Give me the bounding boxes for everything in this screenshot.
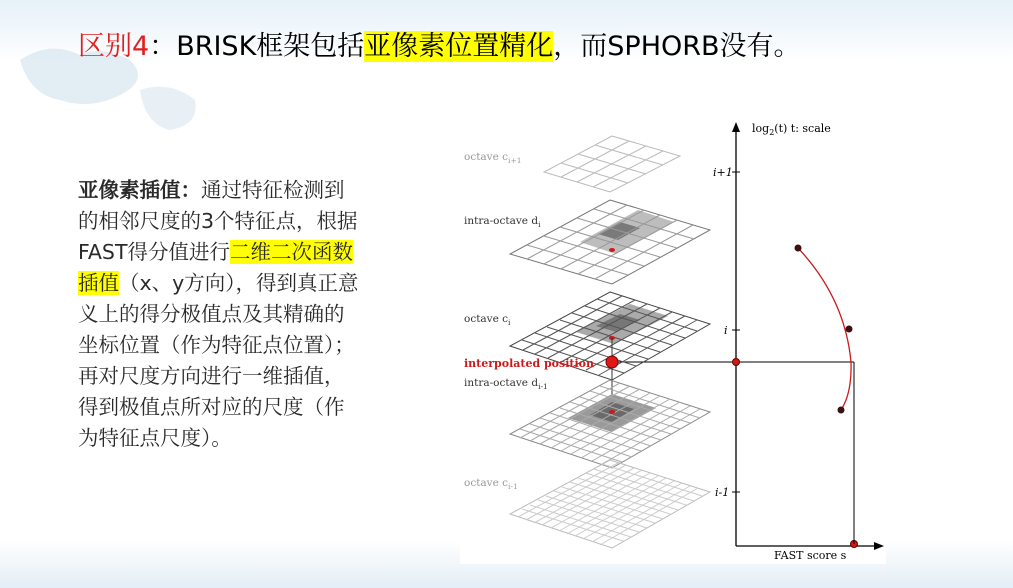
title-highlight: 亚像素位置精化 (364, 31, 554, 62)
curve-point-middle (846, 326, 853, 333)
body-text-2: （x、y方向），得到真正意义上的得分极值点及其精确的坐标位置（作为特征点位置）；再对尺度方向进行一维插值，得到极值点所对应的尺度（作为特征点尺度）。 (78, 271, 359, 450)
brisk-scale-space-figure (460, 118, 886, 564)
body-term-colon: ： (180, 178, 201, 202)
label-interpolated: interpolated position (464, 357, 594, 370)
interpolated-position-marker (606, 356, 618, 368)
body-term: 亚像素插值 (78, 178, 181, 202)
title-colon: ： (149, 31, 177, 62)
x-axis-label: FAST score s (774, 549, 847, 562)
world-map-watermark (0, 0, 220, 150)
body-highlight: 二维二次函数插值 (78, 240, 353, 295)
label-octave-prev: octave $c_{i-1}$ (464, 477, 518, 491)
curve-point-upper (795, 245, 802, 252)
label-intra-octave: intra-octave $d_i$ (464, 215, 541, 229)
tick-label-i-plus-1: i+1 (713, 166, 733, 179)
curve-point-lower (838, 407, 845, 414)
title-prefix: 区别4 (78, 31, 150, 62)
body-text-1: 通过特征检测到的相邻尺度的3个特征点，根据FAST得分值进行 (78, 178, 358, 264)
tick-label-i-minus-1: i-1 (715, 486, 730, 499)
axis-point-scale (733, 359, 740, 366)
label-octave-current: octave $c_i$ (464, 313, 511, 327)
title-part2: ，而SPHORB没有。 (553, 31, 801, 62)
label-intra-octave-prev: intra-octave $d_{i-1}$ (464, 377, 548, 391)
slide-title (78, 24, 801, 63)
label-octave-next: octave $c_{i+1}$ (464, 151, 522, 165)
body-paragraph (78, 175, 363, 454)
title-part1: BRISK框架包括 (176, 31, 365, 62)
tick-label-i: i (724, 324, 728, 337)
y-axis-label: $\log_2(t)$ t: scale (752, 122, 831, 137)
